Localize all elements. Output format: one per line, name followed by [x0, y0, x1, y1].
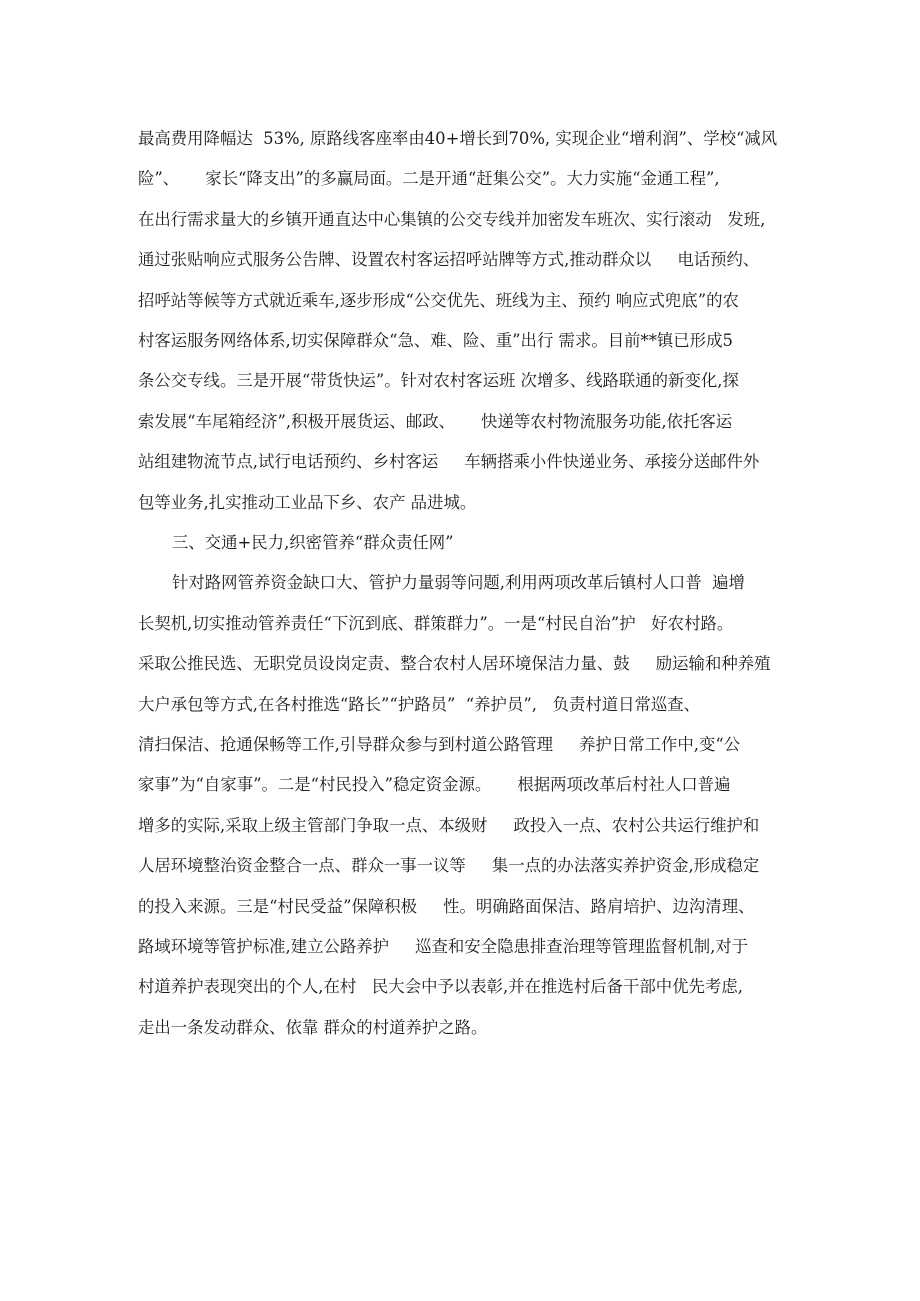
paragraph-line: 最高费用降幅达 53%, 原路线客座率由40+增长到70%, 实现企业“增利润”、学校“减风 — [138, 129, 778, 148]
paragraph-line: 招呼站等候等方式就近乘车,逐步形成“公交优先、班线为主、预约 响应式兜底”的农 — [138, 291, 739, 310]
paragraph-line: 条公交专线。三是开展“带货快运”。针对农村客运班 次增多、线路联通的新变化,探 — [138, 371, 739, 390]
paragraph-line: 站组建物流节点,试行电话预约、乡村客运 车辆搭乘小件快递业务、承接分送邮件外 — [138, 452, 760, 471]
paragraph-line: 采取公推民选、无职党员设岗定责、整合农村人居环境保洁力量、鼓 励运输和种养殖 — [138, 654, 771, 673]
paragraph-line: 清扫保洁、抢通保畅等工作,引导群众参与到村道公路管理 养护日常工作中,变“公 — [138, 735, 741, 754]
paragraph-line: 走出一条发动群众、依靠 群众的村道养护之路。 — [138, 1018, 488, 1037]
paragraph-line: 在出行需求量大的乡镇开通直达中心集镇的公交专线并加密发车班次、实行滚动 发班, — [138, 210, 766, 229]
paragraph-line: 村道养护表现突出的个人,在村 民大会中予以表彰,并在推选村后备干部中优先考虑, — [138, 977, 743, 996]
paragraph-line: 索发展“车尾箱经济”,积极开展货运、邮政、 快递等农村物流服务功能,依托客运 — [138, 412, 733, 431]
paragraph-line: 人居环境整治资金整合一点、群众一事一议等 集一点的办法落实养护资金,形成稳定 — [138, 856, 760, 875]
paragraph-line: 针对路网管养资金缺口大、管护力量弱等问题,利用两项改革后镇村人口普 遍增 — [172, 573, 745, 592]
paragraph-line: 包等业务,扎实推动工业品下乡、农产 品进城。 — [138, 493, 477, 512]
paragraph-line: 险”、 家长“降支出”的多赢局面。二是开通“赶集公交”。大力实施“金通工程”, — [138, 169, 720, 188]
paragraph-line: 通过张贴响应式服务公告牌、设置农村客运招呼站牌等方式,推动群众以 电话预约、 — [138, 250, 760, 269]
section-heading: 三、交通+民力,织密管养“群众责任网” — [172, 533, 454, 552]
paragraph-line: 家事”为“自家事”。二是“村民投入”稳定资金源。 根据两项改革后村社人口普遍 — [138, 775, 731, 794]
paragraph-line: 村客运服务网络体系,切实保障群众“急、难、险、重”出行 需求。目前**镇已形成5 — [138, 331, 733, 350]
paragraph-line: 长契机,切实推动管养责任“下沉到底、群策群力”。一是“村民自治”护 好农村路。 — [138, 614, 734, 633]
paragraph-line: 大户承包等方式,在各村推选“路长”“护路员” “养护员”, 负责村道日常巡查、 — [138, 695, 701, 714]
paragraph-line: 增多的实际,采取上级主管部门争取一点、本级财 政投入一点、农村公共运行维护和 — [138, 816, 760, 835]
paragraph-line: 的投入来源。三是“村民受益”保障积极 性。明确路面保洁、路肩培护、边沟清理、 — [138, 897, 755, 916]
paragraph-line: 路域环境等管护标准,建立公路养护 巡查和安全隐患排查治理等管理监督机制,对于 — [138, 937, 749, 956]
